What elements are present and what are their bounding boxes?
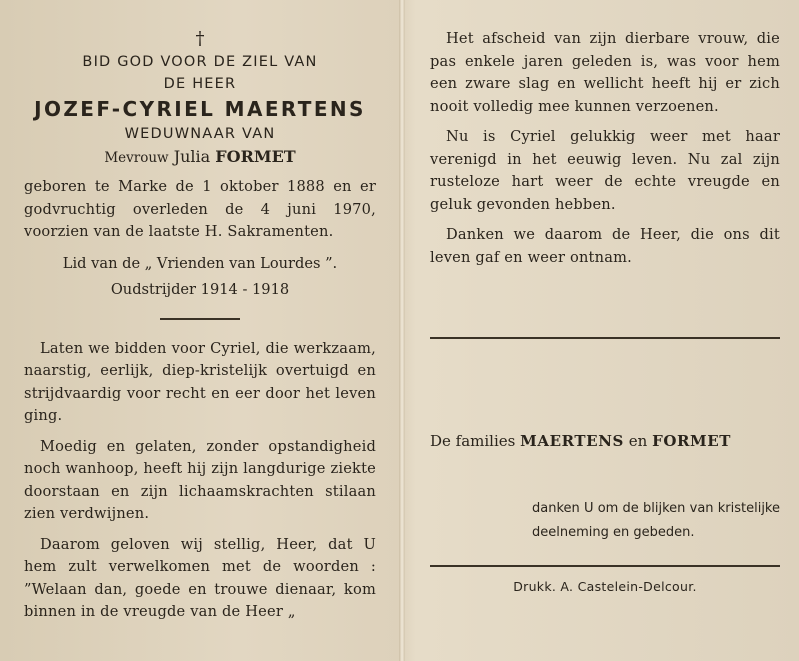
family-formet: FORMET <box>652 432 732 450</box>
paragraph: Danken we daarom de Heer, die ons dit leven gaf en weer ontnam. <box>430 226 780 266</box>
widower-label: WEDUWNAAR VAN <box>124 126 276 142</box>
spouse-name <box>24 145 376 170</box>
thanks-text: danken U om de blijken van kristelijke deelneming en gebeden. <box>532 501 780 540</box>
families-and: en <box>628 432 648 450</box>
paragraph: Moedig en gelaten, zonder opstandigheid noch wanhoop, heeft hij zijn langdurige ziekte doorstaan en zijn lichaamskrachten stilaan zien verdwijnen. <box>24 437 376 522</box>
left-panel <box>24 28 376 632</box>
families-prefix: De families <box>430 432 516 450</box>
paragraph: Nu is Cyriel gelukkig weer met haar verenigd in het eeuwig leven. Nu zal zijn rusteloze hart weer de echte vreugde en geluk gevonden hebben. <box>430 128 780 213</box>
paragraph: Het afscheid van zijn dierbare vrouw, die pas enkele jaren geleden is, was voor hem een zware slag en wellicht heeft hij er zich nooit volledig mee kunnen verzoenen. <box>430 30 780 115</box>
divider <box>430 337 780 339</box>
mevrouw-label: Mevrouw <box>104 150 169 166</box>
deceased-name: JOZEF-CYRIEL MAERTENS <box>34 97 366 121</box>
birth-death-text: geboren te Marke de 1 oktober 1888 en er godvruchtig overleden de 4 juni 1970, voorzien van de laatste H. Sakramenten. <box>24 178 376 240</box>
families-line <box>430 429 780 453</box>
paragraph: Laten we bidden voor Cyriel, die werkzaam, naarstig, eerlijk, diep-kristelijk overtuigd en strijdvaardig voor recht en eer door het leven ging. <box>24 339 376 424</box>
spouse-first-name: Julia <box>173 147 211 166</box>
spouse-last-name: FORMET <box>215 147 296 166</box>
membership-line: Lid van de „ Vrienden van Lourdes ”. <box>62 254 338 272</box>
right-panel <box>430 28 780 594</box>
divider <box>430 565 780 567</box>
divider <box>160 318 240 320</box>
prayer-heading: BID GOD VOOR DE ZIEL VAN <box>82 54 318 70</box>
family-maertens: MAERTENS <box>520 432 624 450</box>
card-fold <box>399 0 405 661</box>
cross-symbol: † <box>195 28 205 49</box>
paragraph: Daarom geloven wij stellig, Heer, dat U hem zult verwelkomen met de woorden : ”Welaan dan, goede en trouwe dienaar, kom binnen in de vreugde van de Heer „ <box>24 535 376 620</box>
de-heer: DE HEER <box>163 76 237 92</box>
printer-credit: Drukk. A. Castelein-Delcour. <box>513 579 697 594</box>
veteran-line: Oudstrijder 1914 - 1918 <box>110 280 290 298</box>
